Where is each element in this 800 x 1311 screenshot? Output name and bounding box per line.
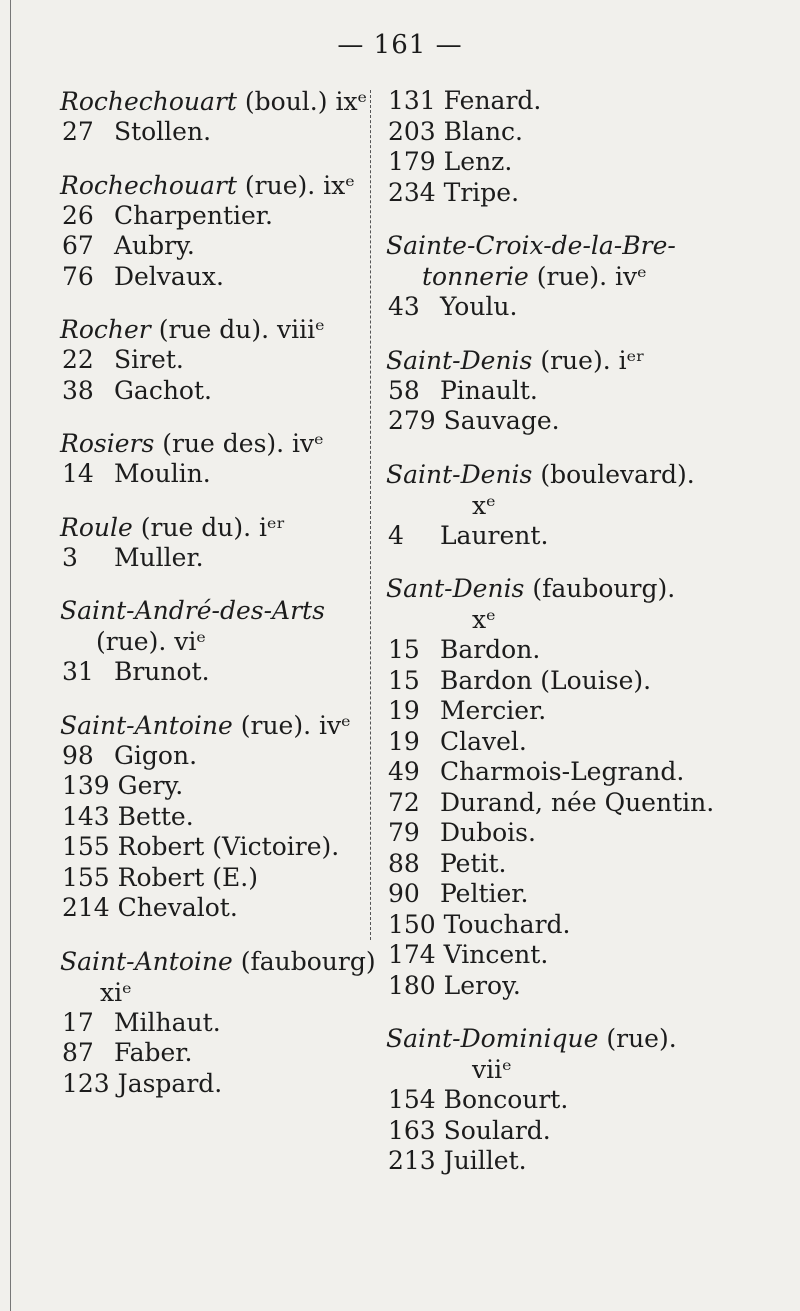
list-item: 155 Robert (Victoire). xyxy=(62,832,340,861)
street-block xyxy=(386,86,786,208)
street-block xyxy=(386,1023,786,1177)
list-item: 26 Charpentier. xyxy=(62,200,273,230)
list-item: 131 Fenard. xyxy=(388,86,542,115)
street-heading: Rosiers (rue des). ivᵉ xyxy=(60,429,324,458)
left-column xyxy=(60,86,376,1121)
list-item: 174 Vincent. xyxy=(388,940,549,969)
list-item: 139 Gery. xyxy=(62,771,184,800)
list-item: 88 Petit. xyxy=(388,848,507,878)
street-block xyxy=(386,230,786,323)
street-heading-continuation: (rue). viᵉ xyxy=(96,627,207,656)
street-block xyxy=(386,573,786,1001)
street-heading-continuation: tonnerie (rue). ivᵉ xyxy=(422,262,647,291)
street-heading: Saint-Dominique (rue). xyxy=(386,1024,677,1053)
street-heading-continuation: xiᵉ xyxy=(100,977,132,1007)
street-heading: Sainte-Croix-de-la-Bre- xyxy=(386,231,676,260)
list-item: 214 Chevalot. xyxy=(62,893,238,922)
list-item: 49 Charmois-Legrand. xyxy=(388,757,685,786)
street-block xyxy=(60,512,360,574)
list-item: 14 Moulin. xyxy=(62,459,211,488)
list-item: 15 Bardon. xyxy=(388,635,541,664)
street-block xyxy=(60,170,360,293)
page-number: — 161 — xyxy=(337,30,463,60)
list-item: 150 Touchard. xyxy=(388,909,571,939)
list-item: 3 Muller. xyxy=(62,542,204,572)
street-heading: Sant-Denis (faubourg). xyxy=(386,574,676,603)
list-item: 143 Bette. xyxy=(62,801,194,831)
street-block xyxy=(60,86,368,148)
list-item: 123 Jaspard. xyxy=(62,1068,223,1098)
list-item: 279 Sauvage. xyxy=(388,406,560,435)
street-heading: Saint-Antoine (rue). ivᵉ xyxy=(60,710,351,740)
list-item: 213 Juillet. xyxy=(388,1146,527,1175)
street-heading: Rocher (rue du). viiiᵉ xyxy=(60,315,325,344)
list-item: 22 Siret. xyxy=(62,345,184,374)
list-item: 179 Lenz. xyxy=(388,147,513,176)
list-item: 72 Durand, née Quentin. xyxy=(388,787,715,817)
list-item: 15 Bardon (Louise). xyxy=(388,665,652,695)
column-divider xyxy=(370,90,371,940)
list-item: 17 Milhaut. xyxy=(62,1007,221,1037)
street-block xyxy=(386,345,786,437)
street-heading: Saint-Antoine (faubourg) xyxy=(60,946,376,976)
street-block xyxy=(386,459,786,552)
list-item: 38 Gachot. xyxy=(62,375,212,405)
street-block xyxy=(60,595,360,688)
street-heading: Roule (rue du). iᵉʳ xyxy=(60,512,286,542)
street-heading: Saint-Denis (boulevard). xyxy=(386,459,695,489)
list-item: 27 Stollen. xyxy=(62,117,212,146)
street-block xyxy=(60,946,376,1100)
street-block xyxy=(60,428,360,490)
street-block xyxy=(60,710,360,924)
list-item: 19 Mercier. xyxy=(388,696,547,725)
list-item: 31 Brunot. xyxy=(62,657,210,686)
street-heading: Rochechouart (boul.) ixᵉ xyxy=(60,87,368,116)
street-heading: Saint-André-des-Arts xyxy=(60,596,325,625)
list-item: 163 Soulard. xyxy=(388,1115,551,1145)
list-item: 4 Laurent. xyxy=(388,520,549,550)
street-heading-continuation: viiᵉ xyxy=(472,1055,512,1084)
street-heading-continuation: xᵉ xyxy=(472,490,496,520)
street-heading: Saint-Denis (rue). iᵉʳ xyxy=(386,345,645,375)
list-item: 58 Pinault. xyxy=(388,375,538,405)
list-item: 203 Blanc. xyxy=(388,116,523,146)
list-item: 154 Boncourt. xyxy=(388,1085,569,1114)
street-heading-continuation: xᵉ xyxy=(472,605,496,634)
right-column xyxy=(386,86,786,1199)
list-item: 43 Youlu. xyxy=(388,292,518,321)
list-item: 67 Aubry. xyxy=(62,231,195,260)
list-item: 234 Tripe. xyxy=(388,177,520,207)
list-item: 79 Dubois. xyxy=(388,818,536,847)
street-block xyxy=(60,314,360,406)
list-item: 155 Robert (E.) xyxy=(62,862,258,892)
list-item: 19 Clavel. xyxy=(388,726,527,756)
street-heading: Rochechouart (rue). ixᵉ xyxy=(60,170,355,200)
list-item: 76 Delvaux. xyxy=(62,261,224,291)
list-item: 90 Peltier. xyxy=(388,879,529,908)
list-item: 87 Faber. xyxy=(62,1038,193,1067)
page-binding-edge xyxy=(10,0,11,1311)
list-item: 98 Gigon. xyxy=(62,740,198,770)
list-item: 180 Leroy. xyxy=(388,970,521,1000)
